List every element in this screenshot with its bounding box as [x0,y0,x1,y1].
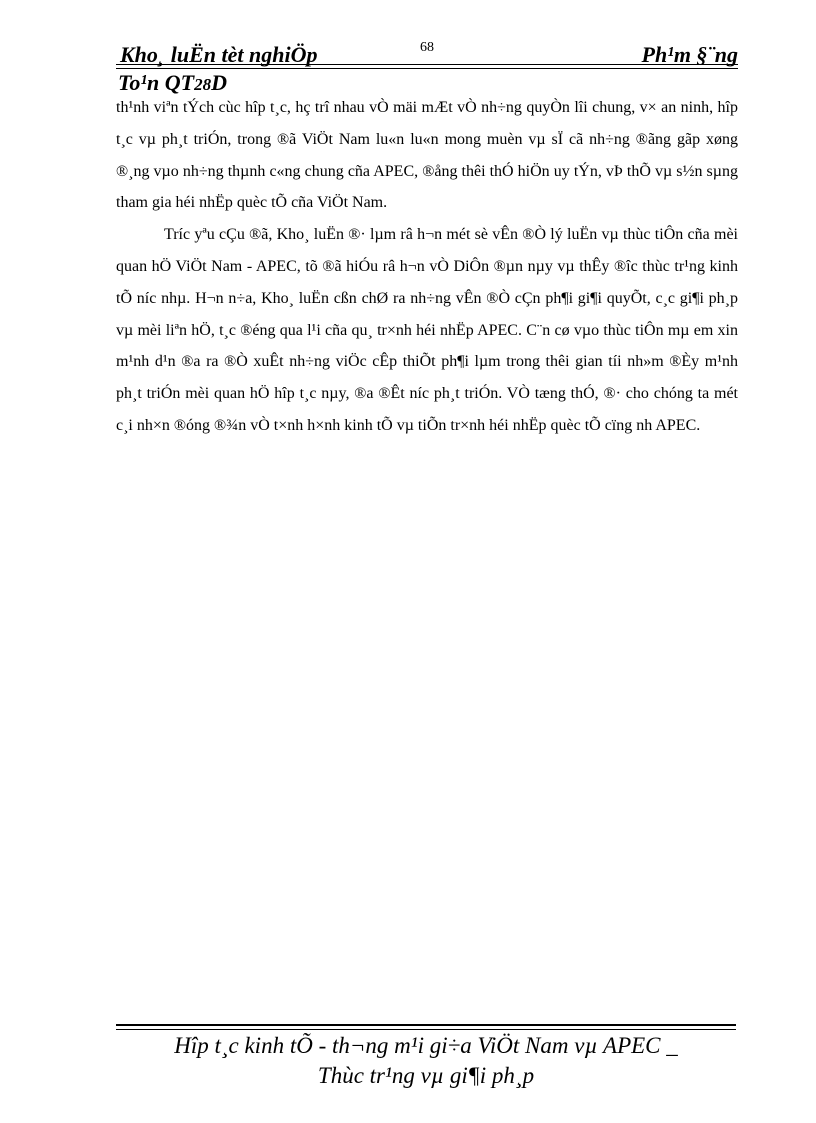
header-rule [116,64,738,65]
body-text [116,92,738,442]
page-footer [116,1031,736,1091]
class-suffix: D [211,70,227,95]
paragraph: Tríc yªu cÇu ®ã, Kho¸ luËn ®· lµm râ h¬n mét sè vÊn ®Ò lý luËn vµ thùc tiÔn cña mèi quan hÖ ViÖt Nam - APEC, tõ ®ã hiÓu râ h¬n vÒ DiÔn ®µn nµy vµ thÊy ®îc thùc tr¹ng kinh tÕ níc nhµ. H¬n n÷a, Kho¸ luËn cßn chØ ra nh÷ng vÊn ®Ò cÇn ph¶i gi¶i quyÕt, c¸c gi¶i ph¸p vµ mèi liªn hÖ, t¸c ®éng qua l¹i cña qu¸ tr×nh héi nhËp APEC. C¨n cø vµo thùc tiÔn mµ em xin m¹nh d¹n ®a ra ®Ò xuÊt nh÷ng viÖc cÊp thiÕt ph¶i lµm trong thêi gian tíi nh»m ®Èy m¹nh ph¸t triÓn mèi quan hÖ hîp t¸c nµy, ®a ®Êt níc ph¸t triÓn. VÒ tæng thÓ, ®· cho chóng ta mét c¸i nh×n ®óng ®¾n vÒ t×nh h×nh kinh tÕ vµ tiÕn tr×nh héi nhËp quèc tÕ cïng nh APEC. [116,226,738,434]
footer-line-1: Hîp t¸c kinh tÕ - th¬ng m¹i gi÷a ViÖt Nam vµ APEC _ [174,1033,678,1058]
footer-rule [116,1024,736,1026]
author-name: Ph¹m §¨ng [641,42,738,67]
header-rule-thin [116,68,738,69]
footer-line-2: Thùc tr¹ng vµ gi¶i ph¸p [317,1063,535,1088]
class-number: 28 [194,75,212,94]
paragraph: th¹nh viªn tÝch cùc hîp t¸c, hç trî nhau vÒ mäi mÆt vÒ nh÷ng quyÒn lîi chung, v× an ninh, hîp t¸c vµ ph¸t triÓn, trong ®ã ViÖt Nam lu«n lu«n mong muèn vµ sÏ cã nh÷ng ®ãng gãp xøng ®¸ng vµo nh÷ng thµnh c«ng chung cña APEC, ®ång thêi thÓ hiÖn uy tÝn, vÞ thÕ vµ s½n sµng tham gia héi nhËp quèc tÕ cña ViÖt Nam. [116,99,738,212]
class-prefix: To¹n QT [118,70,195,95]
footer-rule-thin [116,1029,736,1030]
page-number: 68 [420,40,434,55]
thesis-title: Kho¸ luËn tèt nghiÖp [120,42,318,67]
